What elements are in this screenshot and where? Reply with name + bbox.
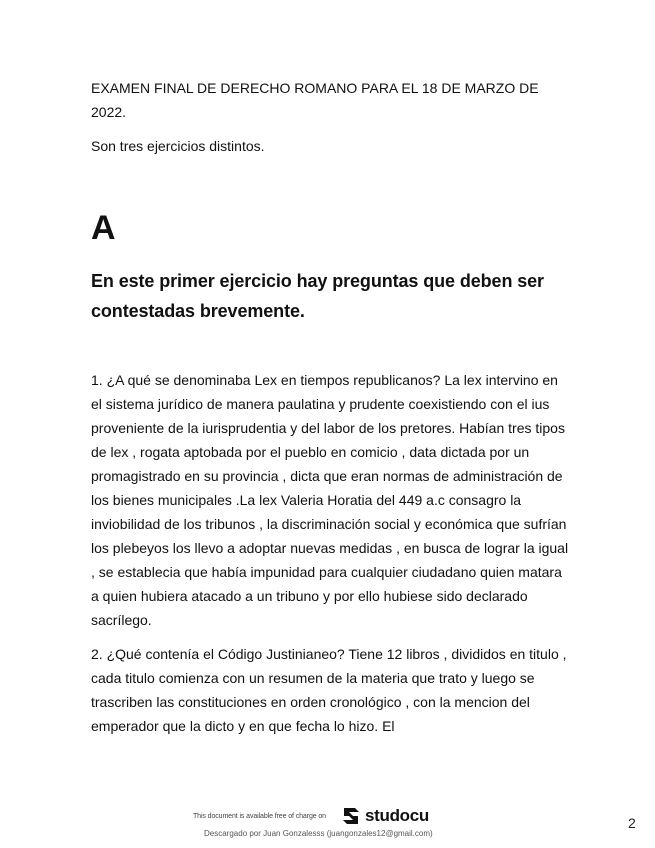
document-body (91, 76, 571, 738)
question-1: 1. ¿A qué se denominaba Lex en tiempos republicanos? La lex intervino en el sistema jurídico de manera paulatina y prudente coexistiendo con el ius proveniente de la iurisprudentia y del labor de los pretores. Habían tres tipos de lex , rogata aptobada por el pueblo en comicio , data dictada por un promagistrado en su provincia , dicta que eran normas de administración de los bienes municipales .La lex Valeria Horatia del 449 a.c consagro la inviobilidad de los tribunos , la discriminación social y económica que sufrían los plebeyos los llevo a adoptar nuevas medidas , en busca de lograr la igual , se establecia que había impunidad para cualquier ciudadano quien matara a quien hubiera atacado a un tribuno y por ello hubiese sido declarado sacrílego. (91, 372, 569, 628)
studocu-logo[interactable] (340, 805, 429, 827)
footer (0, 800, 655, 848)
exam-title: EXAMEN FINAL DE DERECHO ROMANO PARA EL 18 DE MARZO DE 2022. (91, 80, 539, 120)
intro-text: Son tres ejercicios distintos. (91, 138, 265, 154)
section-heading: En este primer ejercicio hay preguntas que deben ser contestadas brevemente. (91, 271, 544, 321)
studocu-logo-icon (340, 805, 362, 827)
availability-text: This document is available free of charge on (193, 812, 326, 820)
footer-availability (193, 804, 429, 828)
studocu-logo-text: studocu (364, 806, 429, 825)
question-2: 2. ¿Qué contenía el Código Justinianeo? Tiene 12 libros , divididos en titulo , cada titulo comienza con un resumen de la materia que trato y luego se trascriben las constituciones en orden cronológico , con la mencion del emperador que la dicto y en que fecha lo hizo. El (91, 646, 567, 734)
section-letter: A (91, 209, 116, 247)
download-notice: Descargado por Juan Gonzalesss (juangonzales12@gmail.com) (204, 829, 433, 838)
page-number: 2 (628, 815, 636, 831)
